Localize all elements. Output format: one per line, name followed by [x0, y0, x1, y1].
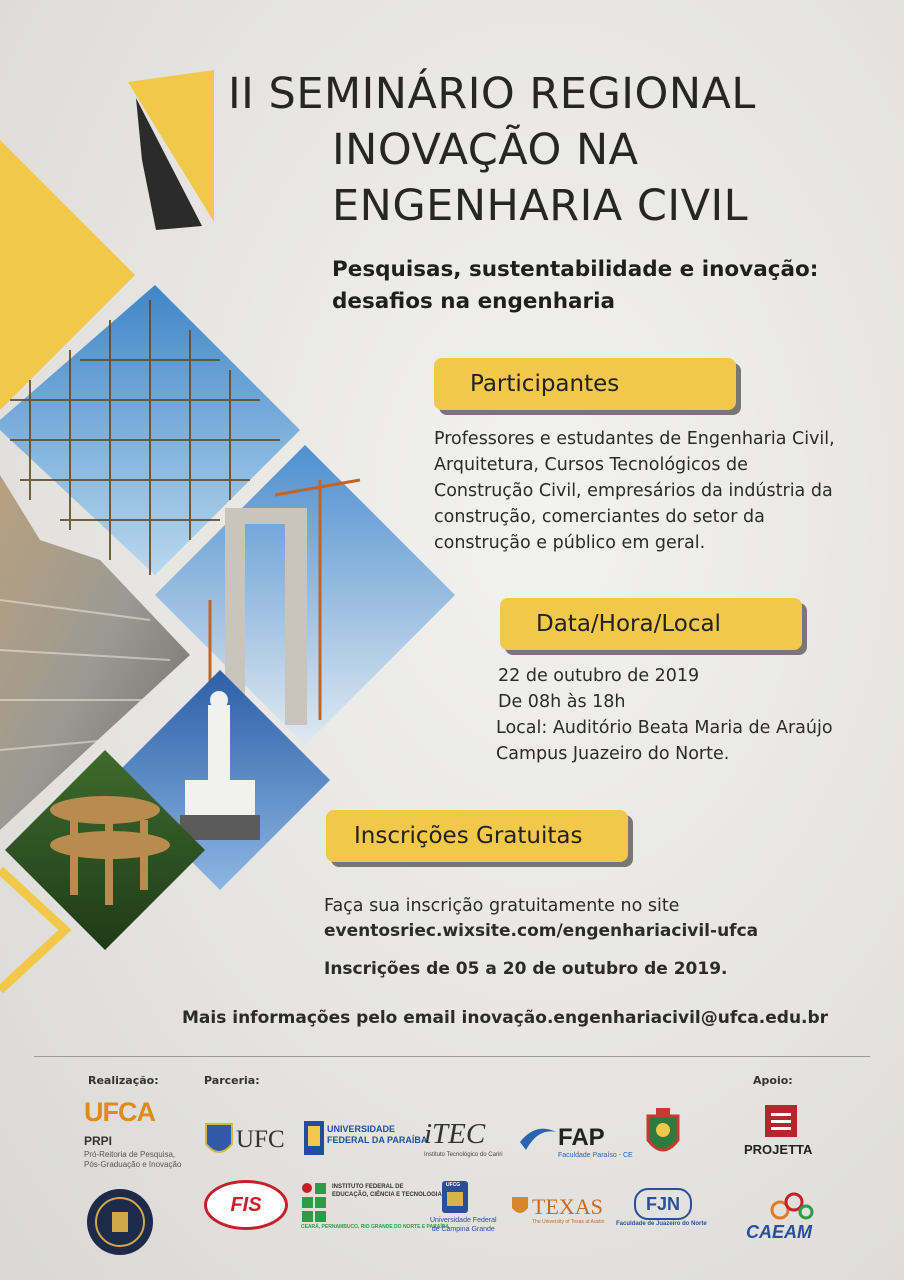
registration-intro: Faça sua inscrição gratuitamente no site [324, 896, 680, 916]
ufc-logo: UFC [236, 1126, 285, 1153]
participants-heading: Participantes [434, 358, 736, 410]
if-grid-icon [301, 1182, 329, 1224]
state-crest-logo [644, 1106, 682, 1160]
if-states: CEARÁ, PERNAMBUCO, RIO GRANDE DO NORTE E PARAÍBA [301, 1224, 449, 1230]
itec-logo: iTEC [424, 1118, 486, 1150]
participants-line: construção, comerciantes do setor da [434, 507, 765, 527]
if-logo-text [332, 1183, 442, 1199]
fjn-logo-text: FJN [645, 1193, 680, 1214]
fap-swoosh-icon [518, 1122, 558, 1156]
caeam-logo: CAEAM [746, 1222, 812, 1242]
registration-period: Inscrições de 05 a 20 de outubro de 2019. [324, 959, 728, 979]
title-line-1: II SEMINÁRIO REGIONAL [228, 69, 756, 119]
prpi-desc [84, 1150, 181, 1170]
fjn-subtitle: Faculdade de Juazeiro do Norte [616, 1221, 707, 1227]
texas-logo: TEXAS [532, 1194, 603, 1219]
contact-info: Mais informações pelo email inovação.engenhariacivil@ufca.edu.br [182, 1008, 829, 1028]
ufcg-line-2: de Campina Grande [431, 1226, 495, 1233]
if-line-2: EDUCAÇÃO, CIÊNCIA E TECNOLOGIA [332, 1192, 442, 1198]
projetta-logo: PROJETTA [744, 1142, 813, 1157]
schedule-heading: Data/Hora/Local [500, 598, 802, 650]
title-line-2: INOVAÇÃO NA [332, 125, 639, 175]
fap-logo: FAP [558, 1124, 605, 1151]
event-subtitle [332, 254, 818, 318]
ufc-shield-icon [204, 1122, 234, 1160]
ufcg-top: UFCG [446, 1182, 461, 1188]
schedule-campus: Campus Juazeiro do Norte. [496, 744, 730, 764]
ufcg-line-1: Universidade Federal [430, 1217, 497, 1224]
registration-heading: Inscrições Gratuitas [326, 810, 628, 862]
caeam-gears-icon [770, 1192, 814, 1222]
participants-text [434, 426, 835, 556]
ufcg-logo-text [430, 1216, 497, 1234]
ufca-logo: UFCA [84, 1097, 155, 1127]
participants-line: Professores e estudantes de Engenharia Civil, [434, 429, 835, 449]
registration-site-link[interactable]: eventosriec.wixsite.com/engenhariacivil-ufca [324, 921, 759, 941]
realizacao-label: Realização: [88, 1074, 159, 1087]
projetta-icon [764, 1104, 798, 1138]
texas-subtitle: The University of Texas at Austin [532, 1219, 605, 1225]
ufpb-line-1: UNIVERSIDADE [327, 1124, 396, 1134]
ufpb-line-2: FEDERAL DA PARAÍBA [327, 1135, 428, 1145]
if-line-1: INSTITUTO FEDERAL DE [332, 1184, 404, 1190]
fis-logo-text: FIS [230, 1193, 262, 1216]
fap-subtitle: Faculdade Paraíso - CE [558, 1152, 633, 1159]
participants-line: Construção Civil, empresários da indústria da [434, 481, 833, 501]
participants-line: construção e público em geral. [434, 533, 706, 553]
footer-divider [34, 1056, 870, 1057]
schedule-date: 22 de outubro de 2019 [498, 666, 700, 686]
ufpb-emblem-icon [303, 1120, 325, 1156]
schedule-text [496, 663, 833, 767]
prpi-label: PRPI [84, 1134, 113, 1148]
engineering-seal-logo [86, 1188, 154, 1256]
prpi-desc-2: Pós-Graduação e Inovação [84, 1160, 182, 1169]
texas-shield-icon [511, 1196, 529, 1218]
title-line-3: ENGENHARIA CIVIL [332, 181, 749, 231]
itec-subtitle: Instituto Tecnológico do Cariri [424, 1152, 503, 1158]
parceria-label: Parceria: [204, 1074, 260, 1087]
fjn-logo [634, 1188, 692, 1220]
schedule-place: Local: Auditório Beata Maria de Araújo [496, 718, 833, 738]
prpi-desc-1: Pró-Reitoria de Pesquisa, [84, 1150, 176, 1159]
subtitle-line-2: desafios na engenharia [332, 289, 616, 314]
subtitle-line-1: Pesquisas, sustentabilidade e inovação: [332, 257, 819, 282]
participants-line: Arquitetura, Cursos Tecnológicos de [434, 455, 748, 475]
event-title [228, 66, 756, 234]
title-accent-shape [128, 70, 218, 230]
fis-logo [204, 1180, 288, 1230]
schedule-time: De 08h às 18h [498, 692, 626, 712]
apoio-label: Apoio: [753, 1074, 793, 1087]
ufpb-logo [327, 1124, 427, 1146]
